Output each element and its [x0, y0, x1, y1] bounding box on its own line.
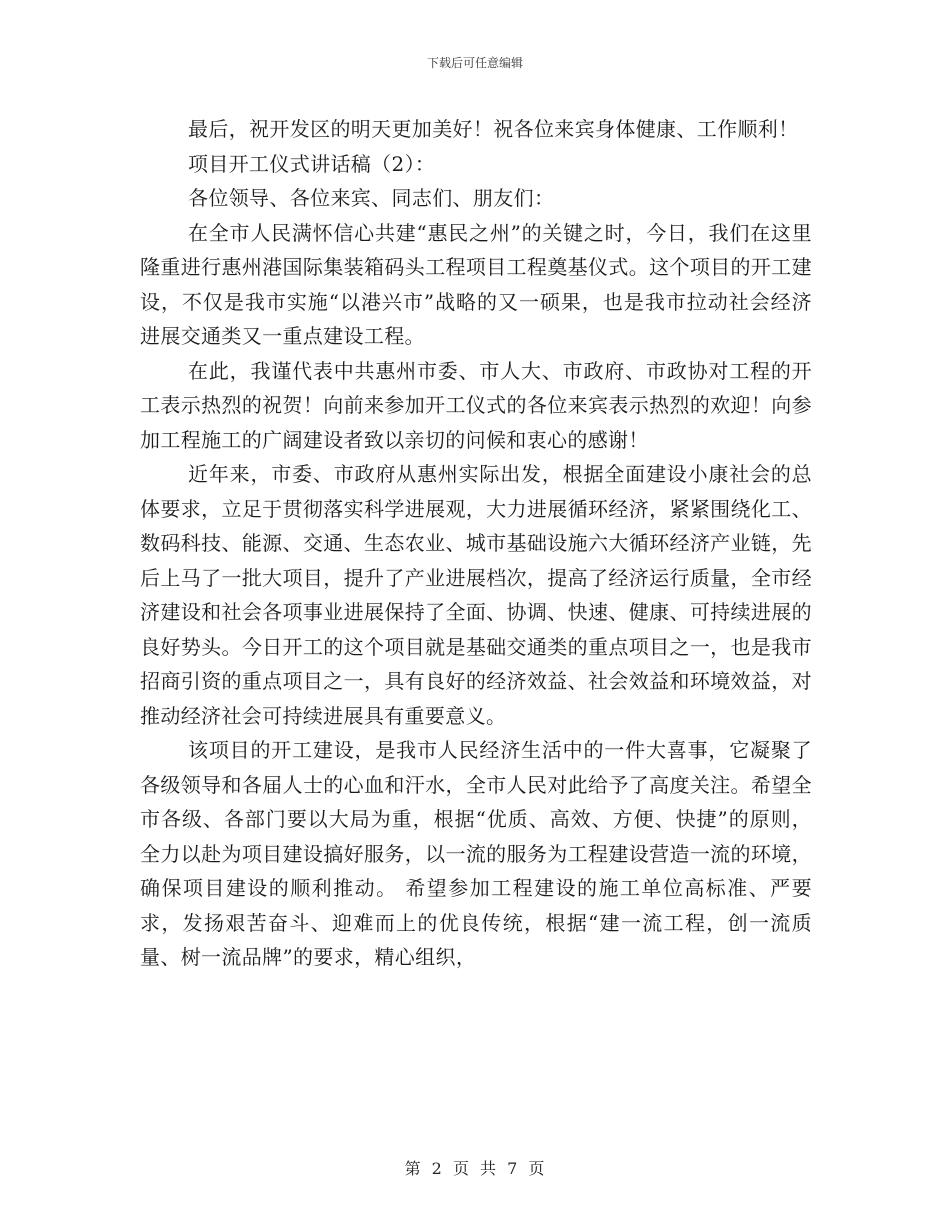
paragraph-opening: 在全市人民满怀信心共建“惠民之州”的关键之时，今日，我们在这里隆重进行惠州港国际集装箱码头工程项目工程奠基仪式。这个项目的开工建设，不仅是我市实施“以港兴市”战略的又一硕果，也是我市拉动社会经济进展交通类又一重点建设工程。: [140, 220, 812, 348]
paragraph-background: 近年来，市委、市政府从惠州实际出发，根据全面建设小康社会的总体要求，立足于贯彻落实科学进展观，大力进展循环经济，紧紧围绕化工、数码科技、能源、交通、生态农业、城市基础设施六大循环经济产业链，先后上马了一批大项目，提升了产业进展档次，提高了经济运行质量，全市经济建设和社会各项事业进展保持了全面、协调、快速、健康、可持续进展的良好势头。今日开工的这个项目就是基础交通类的重点项目之一，也是我市招商引资的重点项目之一，具有良好的经济效益、社会效益和环境效益，对推动经济社会可持续进展具有重要意义。: [140, 462, 812, 728]
page-header: 下载后可任意编辑: [426, 56, 523, 70]
paragraph-speech-title: 项目开工仪式讲话稿（2）：: [188, 151, 436, 176]
document-body: [140, 112, 812, 975]
paragraph-expectations: 该项目的开工建设，是我市人民经济生活中的一件大喜事，它凝聚了各级领导和各届人士的心血和汗水，全市人民对此给予了高度关注。希望全市各级、各部门要以大局为重，根据“优质、高效、方便、快捷”的原则，全力以赴为项目建设搞好服务，以一流的服务为工程建设营造一流的环境，确保项目建设的顺利推动。 希望参加工程建设的施工单位高标准、严要求，发扬艰苦奋斗、迎难而上的优良传统，根据“建一流工程，创一流质量、树一流品牌”的要求，精心组织，: [140, 738, 812, 969]
paragraph-salutation: 各位领导、各位来宾、同志们、朋友们：: [188, 186, 555, 210]
page-number-footer: 第 2 页 共 7 页: [404, 1159, 546, 1178]
paragraph-congratulations: 在此，我谨代表中共惠州市委、市人大、市政府、市政协对工程的开工表示热烈的祝贺！向前来参加开工仪式的各位来宾表示热烈的欢迎！向参加工程施工的广阔建设者致以亲切的问候和衷心的感谢！: [140, 358, 812, 452]
paragraph-closing-wishes: 最后，祝开发区的明天更加美好！祝各位来宾身体健康、工作顺利！: [188, 117, 799, 141]
